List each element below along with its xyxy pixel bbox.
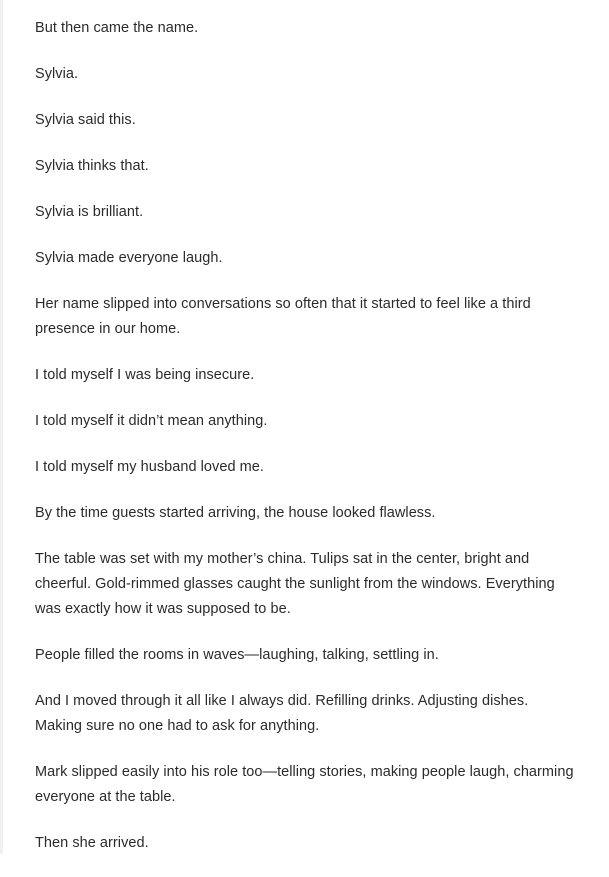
paragraph: People filled the rooms in waves—laughing, talking, settling in. — [35, 647, 439, 663]
paragraph: Sylvia said this. — [35, 112, 136, 128]
paragraph: I told myself it didn’t mean anything. — [35, 413, 268, 429]
paragraph: And I moved through it all like I always did. Refilling drinks. Adjusting dishes. Making sure no one had to ask for anything. — [35, 693, 529, 734]
paragraph: Her name slipped into conversations so often that it started to feel like a third presence in our home. — [35, 296, 531, 337]
paragraph: The table was set with my mother’s china. Tulips sat in the center, bright and cheerful. Gold-rimmed glasses caught the sunlight from the windows. Everything was exactly how it was supposed to be. — [35, 551, 555, 617]
paragraph: By the time guests started arriving, the house looked flawless. — [35, 505, 436, 521]
paragraph: Sylvia thinks that. — [35, 158, 149, 174]
paragraph: I told myself my husband loved me. — [35, 459, 264, 475]
paragraph: Sylvia made everyone laugh. — [35, 250, 223, 266]
paragraph: But then came the name. — [35, 20, 199, 36]
paragraph: Sylvia is brilliant. — [35, 204, 144, 220]
paragraph: Mark slipped easily into his role too—telling stories, making people laugh, charming everyone at the table. — [35, 764, 574, 805]
article-body — [35, 16, 575, 877]
paragraph: Then she arrived. — [35, 835, 149, 851]
paragraph: I told myself I was being insecure. — [35, 367, 255, 383]
paragraph: Sylvia. — [35, 66, 79, 82]
left-border — [0, 0, 3, 854]
